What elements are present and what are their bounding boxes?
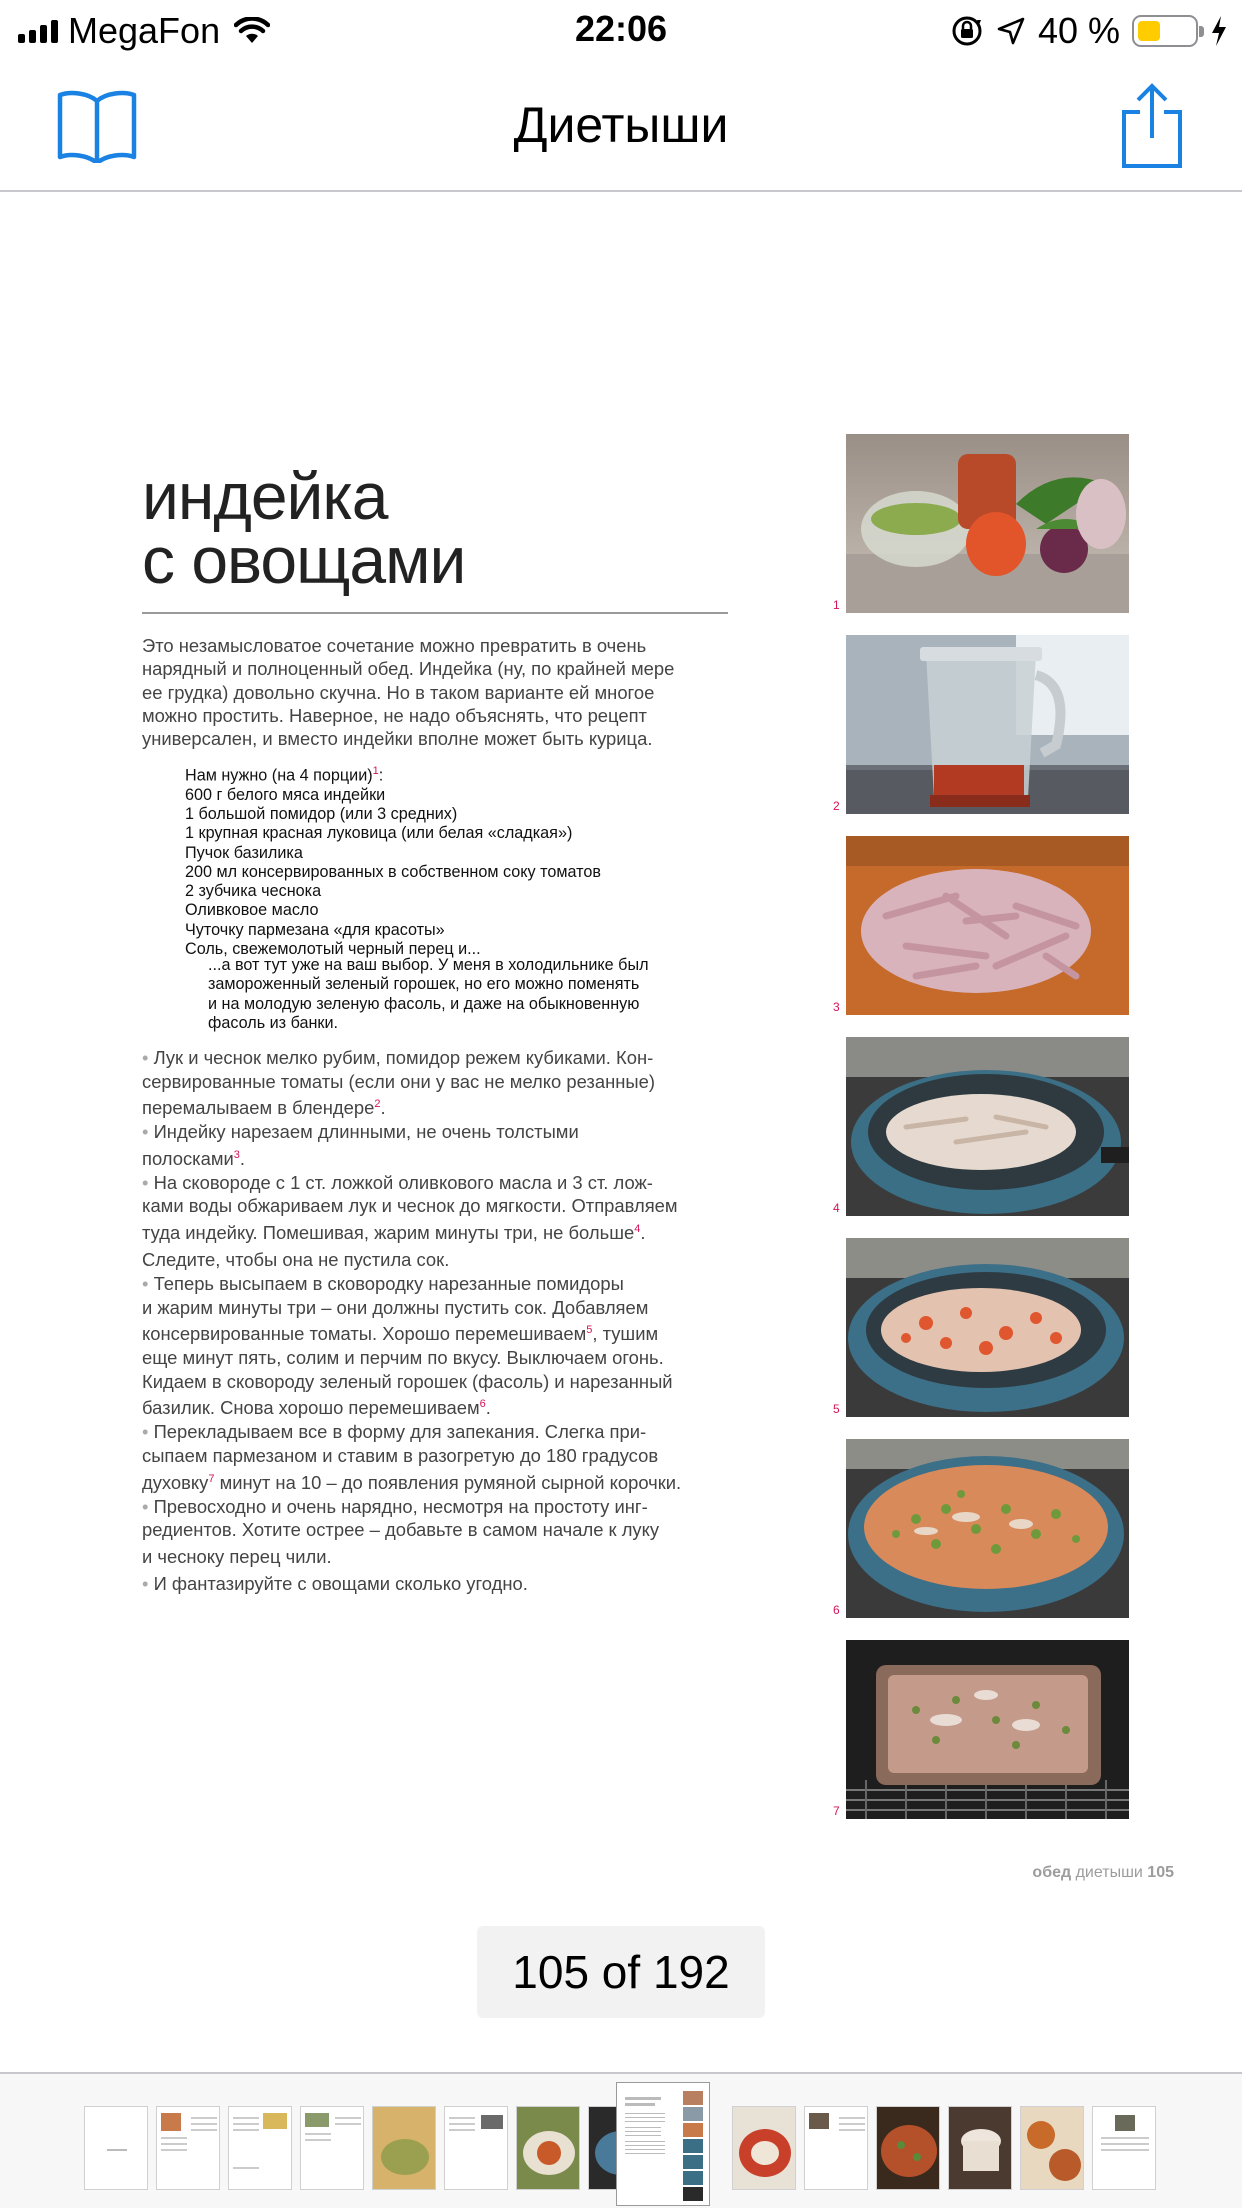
page-thumbnail[interactable] [372,2106,436,2190]
ingredient-item: 200 мл консервированных в собственном соку томатов [185,862,601,881]
book-page[interactable] [0,192,1242,2072]
status-time: 22:06 [574,8,668,49]
page-thumbnail[interactable] [732,2106,796,2190]
recipe-title: индейка с овощами [142,459,466,597]
navigation-bar [0,62,1242,192]
carrier-name: MegaFon [68,10,221,51]
page-thumbnail[interactable] [156,2106,220,2190]
book-title: Диетыши [513,97,729,153]
battery-fill [1138,21,1160,41]
page-thumbnail[interactable] [876,2106,940,2190]
ingredient-item: 1 крупная красная луковица (или белая «сладкая») [185,824,573,843]
page-thumbnail[interactable] [948,2106,1012,2190]
ingredient-item: 1 большой помидор (или 3 средних) [185,804,458,823]
recipe-step: • Теперь высыпаем в сковородку нарезанные помидоры и жарим минуты три – они должны пустить сок. Добавляем консервированные томаты. Хорошо перемешиваем$^5$, тушим еще минут пять, солим и перчим по вкусу. Выключаем огонь. Кидаем в сковороду зеленый горошек (фасоль) и нарезанный базилик. Снова хорошо перемешиваем$^6$. [142,1272,673,1419]
photo-pan-peas [846,1439,1129,1618]
page-thumbnail-strip[interactable] [0,2072,1242,2208]
charging-bolt-icon [1210,15,1228,47]
page-thumbnail[interactable] [300,2106,364,2190]
page-footer-label: обед диетыши 105 [1032,1864,1174,1881]
recipe-steps [142,1046,742,1596]
ingredient-item: Оливковое масло [185,901,319,920]
photo-baking-dish [846,1640,1129,1819]
photo-sliced-turkey [846,836,1129,1015]
recipe-step: • Индейку нарезаем длинными, не очень толстыми полосками$^3$. [142,1121,579,1170]
ingredient-item: Чуточку пармезана «для красоты» [185,920,445,939]
ingredient-item: 600 г белого мяса индейки [185,785,386,804]
page-thumbnail[interactable] [228,2106,292,2190]
battery-percent: 40 % [1037,10,1120,51]
status-bar [0,0,1242,62]
ingredients-list [185,762,745,959]
ingredient-item: 2 зубчика чеснока [185,882,322,901]
share-button[interactable] [1120,82,1184,168]
photo-number: 2 [833,799,840,813]
ingredients-note: ...а вот тут уже на ваш выбор. У меня в холодильнике был замороженный зеленый горошек, но его можно поменять и на молодую зеленую фасоль, и даже на обыкновенную фасоль из банки. [208,956,649,1032]
page-thumbnail[interactable] [1092,2106,1156,2190]
location-arrow-icon [996,16,1026,46]
status-right [950,10,1228,52]
footnote-ref: 1 [372,765,379,777]
photo-blender [846,635,1129,814]
recipe-step: • На сковороде с 1 ст. ложкой оливкового масла и 3 ст. лож- ками воды обжариваем лук и чеснок до мягкости. Отправляем туда индейку. Помешивая, жарим минуты три, не больше$^4$. Следите, чтобы она не пустила сок. [142,1171,678,1271]
photo-number: 5 [833,1402,840,1416]
photo-number: 3 [833,1000,840,1014]
photo-pan-turkey [846,1037,1129,1216]
title-divider [142,612,728,614]
orientation-lock-icon [950,14,984,48]
recipe-step: • Превосходно и очень нарядно, несмотря на простоту инг- редиентов. Хотите острее – добавьте в самом начале к луку и чесноку перец чили. [142,1495,660,1568]
page-thumbnail[interactable] [84,2106,148,2190]
photo-number: 7 [833,1804,840,1818]
page-thumbnail[interactable] [444,2106,508,2190]
page-thumbnail[interactable] [516,2106,580,2190]
recipe-step: • Перекладываем все в форму для запекания. Слегка при- сыпаем пармезаном и ставим в разогретую до 180 градусов духовку$^7$ минут на 10 – до появления румяной сырной корочки. [142,1421,682,1493]
battery-icon [1132,15,1198,47]
ingredient-item: Пучок базилика [185,843,303,862]
page-thumbnail[interactable] [804,2106,868,2190]
photo-number: 1 [833,598,840,612]
ingredient-item: Соль, свежемолотый черный перец и... [185,940,481,959]
photo-ingredients [846,434,1129,613]
page-counter: 105 of 192 [477,1926,765,2018]
recipe-intro: Это незамысловатое сочетание можно превратить в очень нарядный и полноценный обед. Индейка (ну, по крайней мере ее грудка) довольно скучна. Но в таком варианте ей многое можно простить. Наверное, не надо объяснять, что рецепт универсален, и вместо индейки вполне может быть курица. [142,635,675,750]
page-thumbnail[interactable] [1020,2106,1084,2190]
ingredients-header: Нам нужно (на 4 порции)$^1$: [185,765,384,785]
recipe-step: • Лук и чеснок мелко рубим, помидор режем кубиками. Кон- сервированные томаты (если они у вас не мелко резанные) перемалываем в блендере$^2$. [142,1047,655,1119]
share-icon [1120,82,1184,168]
photo-number: 6 [833,1603,840,1617]
photo-number: 4 [833,1201,840,1215]
recipe-step: • И фантазируйте с овощами сколько угодно. [142,1572,528,1594]
page-thumbnail-current[interactable] [616,2082,710,2206]
photo-pan-tomatoes [846,1238,1129,1417]
